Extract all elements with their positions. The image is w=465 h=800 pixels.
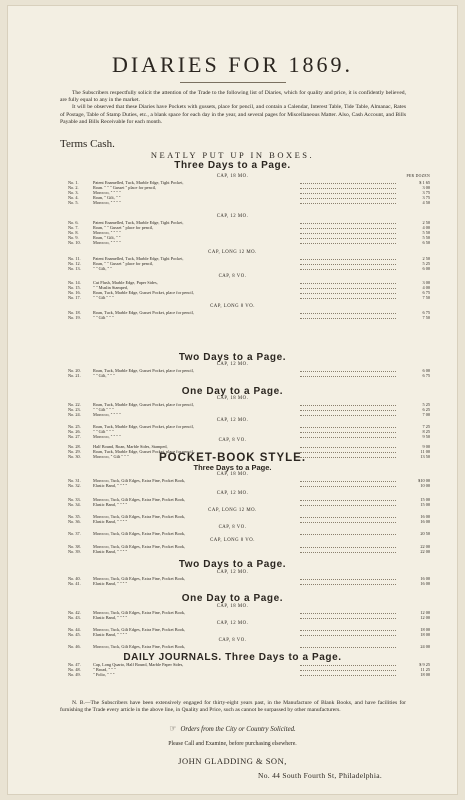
leader-dots [300, 552, 396, 553]
row-desc: Half Bound, Roan, Marble Sides, Stamped, [93, 444, 168, 449]
leader-dots [300, 517, 396, 518]
row-desc: Morocco, " " " " [93, 230, 121, 235]
row-desc: Roan, Tuck, Marble Edge, Gusset Pocket, place for pencil, [93, 290, 194, 295]
row-no: No. 7. [68, 225, 79, 230]
row-no: No. 46. [68, 644, 81, 649]
row-price: 9 50 [422, 434, 430, 439]
row-desc: Roan, " " Gusset " place for pencil, [93, 225, 154, 230]
row-no: No. 29. [68, 449, 81, 454]
row-desc: " " Gilt, " " " [93, 373, 115, 378]
row-price: $10 00 [418, 478, 430, 483]
row-desc: Roan, Tuck, Marble Edge, Gusset Pocket, place for pencil, [93, 368, 194, 373]
price-row [68, 502, 430, 508]
leader-dots [300, 447, 396, 448]
row-price: 6 75 [422, 373, 430, 378]
price-row [68, 373, 430, 379]
price-row [68, 200, 430, 206]
row-no: No. 15. [68, 285, 81, 290]
row-price: 20 50 [420, 531, 430, 536]
row-no: No. 18. [68, 310, 81, 315]
leader-dots [300, 183, 396, 184]
size-caption: CAP, 18 MO. [216, 604, 249, 609]
intro-paragraph-1: The Subscribers respectfully solicit the attention of the Trade to the following list of Diaries, which for quality and price, it is confidently believed, are fully equal to any in the market. [60, 90, 406, 104]
price-row [68, 295, 430, 301]
leader-dots [300, 376, 396, 377]
row-price: 16 00 [420, 519, 430, 524]
row-desc: " " Gilt " " " [93, 407, 114, 412]
leader-dots [300, 486, 396, 487]
row-desc: Elastic Band, " " " " [93, 519, 128, 524]
section-pb-one-day: One Day to a Page. [181, 593, 284, 604]
row-desc: Patent Enamelled, Tuck, Marble Edge, Tight Pocket, [93, 180, 184, 185]
size-caption: CAP, 12 MO. [216, 570, 249, 575]
row-price: 3 75 [422, 190, 430, 195]
row-desc: Elastic Band, " " " " [93, 483, 128, 488]
section-daily-journals: DAILY JOURNALS. Three Days to a Page. [123, 652, 342, 663]
price-row [68, 434, 430, 440]
section-two-days: Two Days to a Page. [178, 352, 287, 363]
price-row [68, 672, 430, 678]
size-caption: CAP, 8 VO. [218, 525, 247, 530]
row-no: No. 45. [68, 632, 81, 637]
row-no: No. 16. [68, 290, 81, 295]
row-desc: Patent Enamelled, Tuck, Marble Edge, Tight Pocket, [93, 256, 184, 261]
row-price: 18 00 [420, 632, 430, 637]
leader-dots [300, 534, 396, 535]
row-price: 11 25 [420, 667, 430, 672]
leader-dots [300, 238, 396, 239]
row-price: 12 00 [420, 610, 430, 615]
row-price: 16 00 [420, 514, 430, 519]
row-desc: Roan, " Gilt, " " [93, 235, 121, 240]
row-price: 13 50 [420, 454, 430, 459]
row-price: 6 75 [422, 290, 430, 295]
row-desc: Elastic Band, " " " " [93, 581, 128, 586]
leader-dots [300, 481, 396, 482]
leader-dots [300, 298, 396, 299]
row-desc: " " Muslin Stamped, [93, 285, 129, 290]
row-no: No. 1. [68, 180, 79, 185]
leader-dots [300, 288, 396, 289]
row-no: No. 30. [68, 454, 81, 459]
page-title: DIARIES FOR 1869. [111, 52, 354, 77]
row-desc: Morocco, " " " " [93, 240, 121, 245]
leader-dots [300, 259, 396, 260]
row-desc: Cap, Long Quarto, Half Bound, Marble Paper Sides, [93, 662, 184, 667]
row-desc: Cut Flush, Marble Edge, Paper Sides, [93, 280, 158, 285]
size-caption: CAP, 12 MO. [216, 491, 249, 496]
row-price: 2 50 [422, 220, 430, 225]
row-no: No. 43. [68, 615, 81, 620]
row-price: 18 00 [420, 627, 430, 632]
section-pb-three-days: Three Days to a Page. [193, 463, 272, 472]
intro-text [60, 90, 406, 126]
row-desc: Morocco, " Gilt " " " [93, 454, 129, 459]
leader-dots [300, 427, 396, 428]
row-price: 16 00 [420, 576, 430, 581]
row-desc: Roan, Tuck, Marble Edge, Gusset Pocket, place for pencil, [93, 402, 194, 407]
row-no: No. 44. [68, 627, 81, 632]
row-no: No. 13. [68, 266, 81, 271]
row-no: No. 21. [68, 373, 81, 378]
row-price: 11 00 [420, 449, 430, 454]
row-price: 15 00 [420, 497, 430, 502]
row-no: No. 5. [68, 200, 79, 205]
leader-dots [300, 579, 396, 580]
row-desc: Morocco, Tuck, Gilt Edges, Extra Fine, Pocket Book, [93, 644, 186, 649]
row-price: 4 00 [422, 225, 430, 230]
leader-dots [300, 547, 396, 548]
row-price: 6 75 [422, 310, 430, 315]
leader-dots [300, 188, 396, 189]
row-price: 6 00 [422, 266, 430, 271]
row-no: No. 3. [68, 190, 79, 195]
row-price: 10 00 [420, 483, 430, 488]
broadside-sheet [8, 6, 457, 794]
row-desc: Roan, Tuck, Marble Edge, Gusset Pocket, place for pencil, [93, 310, 194, 315]
leader-dots [300, 437, 396, 438]
row-no: No. 14. [68, 280, 81, 285]
leader-dots [300, 675, 396, 676]
orders-line [8, 724, 457, 733]
leader-dots [300, 635, 396, 636]
row-price: 22 00 [420, 549, 430, 554]
row-price: 5 50 [422, 235, 430, 240]
row-desc: Patent Enamelled, Tuck, Marble Edge, Tight Pocket, [93, 220, 184, 225]
leader-dots [300, 318, 396, 319]
row-price: 16 00 [420, 581, 430, 586]
row-price: 3 00 [422, 185, 430, 190]
nota-bene-text: N. B.—The Subscribers have been extensively engaged for thirty-eight years past, in the Manufacture of Blank Books, and have facilities for furnishing the Trade every article in the above line, in Quality and Price, such as cannot be surpassed by other manufacturers. [60, 700, 406, 714]
price-row [68, 266, 430, 272]
leader-dots [300, 243, 396, 244]
leader-dots [300, 613, 396, 614]
row-no: No. 34. [68, 502, 81, 507]
leader-dots [300, 452, 396, 453]
leader-dots [300, 293, 396, 294]
leader-dots [300, 457, 396, 458]
price-row [68, 454, 430, 460]
row-price: 2 50 [422, 256, 430, 261]
row-desc: Morocco, Tuck, Gilt Edges, Extra Fine, Pocket Book, [93, 544, 186, 549]
price-row [68, 549, 430, 555]
leader-dots [300, 228, 396, 229]
leader-dots [300, 647, 396, 648]
leader-dots [300, 630, 396, 631]
row-no: No. 33. [68, 497, 81, 502]
size-caption: CAP, LONG 12 MO. [208, 508, 257, 513]
price-row [68, 531, 430, 537]
row-desc: Roan, " Gilt, " " [93, 195, 121, 200]
leader-dots [300, 405, 396, 406]
row-no: No. 38. [68, 544, 81, 549]
row-no: No. 26. [68, 429, 81, 434]
row-desc: Roan, " " Gusset " place for pencil, [93, 261, 154, 266]
row-no: No. 4. [68, 195, 79, 200]
section-pb-two-days: Two Days to a Page. [178, 559, 287, 570]
size-caption: CAP, 18 MO. [216, 174, 249, 179]
price-row [68, 519, 430, 525]
leader-dots [300, 269, 396, 270]
firm-address: No. 44 South Fourth St, Philadelphia. [258, 771, 383, 780]
row-no: No. 17. [68, 295, 81, 300]
size-caption: CAP, LONG 12 MO. [208, 250, 257, 255]
size-caption: CAP, 12 MO. [216, 621, 249, 626]
leader-dots [300, 584, 396, 585]
row-no: No. 22. [68, 402, 81, 407]
row-price: 7 25 [422, 424, 430, 429]
row-price: 4 00 [422, 285, 430, 290]
row-price: 6 00 [422, 368, 430, 373]
row-price: 12 00 [420, 615, 430, 620]
row-price: 5 25 [422, 402, 430, 407]
row-price: 5 25 [422, 261, 430, 266]
row-price: 5 50 [422, 230, 430, 235]
row-price: 3 00 [422, 280, 430, 285]
row-price: 7 50 [422, 295, 430, 300]
row-desc: Elastic Band, " " " " [93, 549, 128, 554]
leader-dots [300, 410, 396, 411]
leader-dots [300, 500, 396, 501]
leader-dots [300, 313, 396, 314]
size-caption: CAP, 8 VO. [218, 438, 247, 443]
please-call-line: Please Call and Examine, before purchasing elsewhere. [168, 741, 297, 747]
row-no: No. 32. [68, 483, 81, 488]
row-desc: Elastic Band, " " " " [93, 502, 128, 507]
row-price: 7 00 [422, 412, 430, 417]
row-price: $ 1 65 [419, 180, 430, 185]
leader-dots [300, 522, 396, 523]
row-no: No. 6. [68, 220, 79, 225]
leader-dots [300, 505, 396, 506]
row-price: 15 00 [420, 502, 430, 507]
row-no: No. 49. [68, 672, 81, 677]
row-no: No. 10. [68, 240, 81, 245]
row-price: 8 25 [422, 429, 430, 434]
row-no: No. 36. [68, 519, 81, 524]
row-desc: Morocco, Tuck, Gilt Edges, Extra Fine, Pocket Book, [93, 478, 186, 483]
row-price: 4 50 [422, 200, 430, 205]
row-desc: Roan. " " " Gusset " place for pencil, [93, 185, 157, 190]
section-pocket-book: POCKET-BOOK STYLE. [158, 452, 307, 464]
leader-dots [300, 432, 396, 433]
row-no: No. 47. [68, 662, 81, 667]
row-no: No. 8. [68, 230, 79, 235]
row-desc: Morocco, " " " " [93, 412, 121, 417]
orders-text: Orders from the City or Country Solicited. [180, 726, 296, 733]
nota-bene [60, 700, 406, 714]
size-caption: CAP, 12 MO. [216, 418, 249, 423]
row-price: 6 25 [422, 407, 430, 412]
terms-heading: Terms Cash. [60, 138, 115, 150]
row-desc: Morocco, Tuck, Gilt Edges, Extra Fine, Pocket Book, [93, 497, 186, 502]
row-desc: " Broad, " " " [93, 667, 116, 672]
row-no: No. 48. [68, 667, 81, 672]
row-desc: Morocco, Tuck, Gilt Edges, Extra Fine, Pocket Book, [93, 610, 186, 615]
row-price: 9 00 [422, 444, 430, 449]
row-price: 18 00 [420, 672, 430, 677]
row-no: No. 41. [68, 581, 81, 586]
leader-dots [300, 198, 396, 199]
title-divider [180, 82, 286, 83]
firm-name: JOHN GLADDING & SON, [178, 756, 287, 766]
row-no: No. 19. [68, 315, 81, 320]
row-desc: Morocco, Tuck, Gilt Edges, Extra Fine, Pocket Book, [93, 514, 186, 519]
row-no: No. 12. [68, 261, 81, 266]
price-row [68, 240, 430, 246]
size-caption: CAP, 18 MO. [216, 396, 249, 401]
row-desc: " " Gilt " " " [93, 315, 114, 320]
price-row [68, 615, 430, 621]
leader-dots [300, 670, 396, 671]
row-desc: Roan, Tuck, Marble Edge, Gusset Pocket, place for pencil, [93, 424, 194, 429]
leader-dots [300, 223, 396, 224]
row-desc: " " Gilt " " " [93, 429, 114, 434]
price-row [68, 315, 430, 321]
row-desc: " " Gilt, " " [93, 266, 113, 271]
row-no: No. 35. [68, 514, 81, 519]
row-desc: Morocco, " " " " [93, 434, 121, 439]
row-desc: Morocco, Tuck, Gilt Edges, Extra Fine, Pocket Book, [93, 576, 186, 581]
price-row [68, 483, 430, 489]
row-no: No. 31. [68, 478, 81, 483]
price-row [68, 644, 430, 650]
size-caption: CAP, 8 VO. [218, 274, 247, 279]
row-desc: Roan, Tuck, Marble Edge, Gusset Pocket, place for pencil, [93, 449, 194, 454]
leader-dots [300, 415, 396, 416]
row-desc: Morocco, " " " " [93, 200, 121, 205]
row-no: No. 20. [68, 368, 81, 373]
size-caption: CAP, 12 MO. [216, 214, 249, 219]
size-caption: CAP, LONG 8 VO. [210, 304, 255, 309]
row-desc: Morocco, Tuck, Gilt Edges, Extra Fine, Pocket Book, [93, 627, 186, 632]
row-no: No. 2. [68, 185, 79, 190]
row-price: 24 00 [420, 644, 430, 649]
row-no: No. 9. [68, 235, 79, 240]
size-caption: CAP, 12 MO. [216, 362, 249, 367]
row-price: 7 50 [422, 315, 430, 320]
row-price: 22 00 [420, 544, 430, 549]
price-row [68, 632, 430, 638]
leader-dots [300, 203, 396, 204]
size-caption: CAP, LONG 8 VO. [210, 538, 255, 543]
row-price: 3 75 [422, 195, 430, 200]
row-no: No. 25. [68, 424, 81, 429]
pointing-hand-icon: ☞ [169, 724, 177, 733]
row-no: No. 42. [68, 610, 81, 615]
row-no: No. 37. [68, 531, 81, 536]
row-no: No. 28. [68, 444, 81, 449]
row-no: No. 11. [68, 256, 81, 261]
row-desc: " Folio, " " " [93, 672, 115, 677]
leader-dots [300, 665, 396, 666]
row-desc: " " Gilt " " " [93, 295, 114, 300]
section-three-days: Three Days to a Page. [174, 160, 291, 171]
leader-dots [300, 283, 396, 284]
leader-dots [300, 618, 396, 619]
row-no: No. 27. [68, 434, 81, 439]
row-desc: Morocco, " " " " [93, 190, 121, 195]
boxes-subheading: NEATLY PUT UP IN BOXES. [150, 150, 315, 160]
price-column-header: PER DOZEN [406, 174, 430, 178]
leader-dots [300, 233, 396, 234]
row-no: No. 24. [68, 412, 81, 417]
row-price: $ 9 25 [419, 662, 430, 667]
row-no: No. 39. [68, 549, 81, 554]
size-caption: CAP, 8 VO. [218, 638, 247, 643]
row-price: 6 50 [422, 240, 430, 245]
price-row [68, 412, 430, 418]
row-no: No. 23. [68, 407, 81, 412]
section-one-day: One Day to a Page. [181, 386, 284, 397]
row-desc: Morocco, Tuck, Gilt Edges, Extra Fine, Pocket Book, [93, 531, 186, 536]
leader-dots [300, 264, 396, 265]
row-desc: Elastic Band, " " " " [93, 632, 128, 637]
leader-dots [300, 193, 396, 194]
intro-paragraph-2: It will be observed that these Diaries have Pockets with gussets, place for pencil, and contain a Calendar, Interest Table, Tide Table, Almanac, Rates of Postage, Table of Stamp Duties, etc., a blank space for each day in the year, and several pages for Miscellaneous Matter. Also, Cash Account, and Bills Payable and Bills Receivable for each month. [60, 104, 406, 125]
row-desc: Elastic Band, " " " " [93, 615, 128, 620]
row-no: No. 40. [68, 576, 81, 581]
price-row [68, 581, 430, 587]
size-caption: CAP, 18 MO. [216, 472, 249, 477]
leader-dots [300, 371, 396, 372]
